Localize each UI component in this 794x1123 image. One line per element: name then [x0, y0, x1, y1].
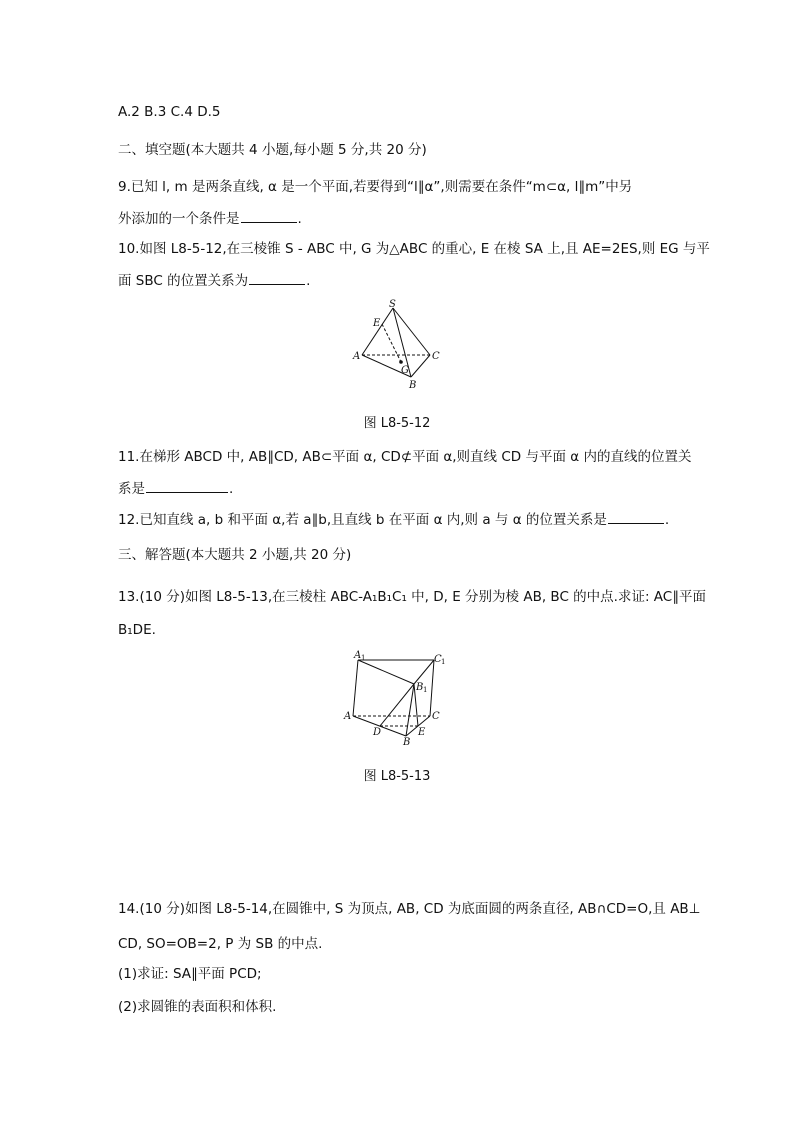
q13-line1: 13.(10 分)如图 L8-5-13,在三棱柱 ABC-A₁B₁C₁ 中, D, E 分别为棱 AB, BC 的中点.求证: AC∥平面	[118, 589, 706, 605]
figure-l8-5-13	[340, 646, 450, 746]
q9-answer-blank	[241, 208, 297, 223]
q14-line2: CD, SO=OB=2, P 为 SB 的中点.	[118, 936, 323, 952]
q9-line2-end: .	[297, 211, 302, 227]
q10-answer-blank	[249, 270, 305, 285]
fig13-label-c1: C	[434, 654, 442, 665]
q12-answer-blank	[608, 509, 664, 524]
q14-part1: (1)求证: SA∥平面 PCD;	[118, 966, 262, 982]
fig13-label-d: D	[373, 727, 382, 738]
q13-line2: B₁DE.	[118, 622, 156, 638]
fig13-label-a1: A	[354, 650, 362, 661]
fig12-label-b: B	[409, 380, 417, 390]
fig13-sub-b1: 1	[423, 686, 428, 694]
q10-line1: 10.如图 L8-5-12,在三棱锥 S - ABC 中, G 为△ABC 的重心, E 在棱 SA 上,且 AE=2ES,则 EG 与平	[118, 241, 710, 257]
fig13-label-a: A	[344, 711, 352, 722]
q11-answer-blank	[146, 478, 228, 493]
fig13-label-b: B	[403, 737, 411, 746]
fig13-sub-c1: 1	[441, 658, 446, 666]
fig12-label-e: E	[373, 318, 381, 329]
fig12-label-a: A	[353, 351, 361, 362]
q9-line1: 9.已知 l, m 是两条直线, α 是一个平面,若要得到“l∥α”,则需要在条件“m⊂α, l∥m”中另	[118, 179, 633, 195]
fig13-sub-a1: 1	[361, 654, 366, 662]
fig13-label-e: E	[418, 727, 426, 738]
q12-line1-text: 12.已知直线 a, b 和平面 α,若 a∥b,且直线 b 在平面 α 内,则 a 与 α 的位置关系是	[118, 512, 607, 528]
fig13-label-c: C	[432, 711, 440, 722]
q10-line2-end: .	[306, 273, 311, 289]
q14-part2: (2)求圆锥的表面积和体积.	[118, 999, 277, 1015]
q12-line1-end: .	[664, 512, 670, 528]
fig12-label-s: S	[389, 299, 396, 310]
fig12-label-g: G	[401, 365, 409, 376]
figure-l8-5-12	[345, 298, 450, 390]
fig12-label-c: C	[432, 351, 440, 362]
q12-line1	[118, 509, 669, 529]
fig12-caption: 图 L8-5-12	[363, 416, 431, 431]
q9-line2-text: 外添加的一个条件是	[118, 211, 240, 227]
section2-title: 二、填空题(本大题共 4 小题,每小题 5 分,共 20 分)	[118, 142, 427, 158]
q8-options: A.2 B.3 C.4 D.5	[118, 104, 221, 120]
q11-line2	[118, 478, 233, 498]
q11-line2-end: .	[229, 481, 234, 497]
q10-line2-text: 面 SBC 的位置关系为	[118, 273, 249, 289]
q10-line2	[118, 270, 310, 290]
q9-line2	[118, 208, 302, 228]
section3-title: 三、解答题(本大题共 2 小题,共 20 分)	[118, 547, 352, 563]
q11-line2-text: 系是	[118, 481, 145, 497]
fig13-label-b1: B	[416, 682, 424, 693]
q11-line1: 11.在梯形 ABCD 中, AB∥CD, AB⊂平面 α, CD⊄平面 α,则直线 CD 与平面 α 内的直线的位置关	[118, 449, 692, 465]
fig13-caption: 图 L8-5-13	[363, 769, 431, 784]
q14-line1: 14.(10 分)如图 L8-5-14,在圆锥中, S 为顶点, AB, CD 为底面圆的两条直径, AB∩CD=O,且 AB⊥	[118, 901, 701, 917]
